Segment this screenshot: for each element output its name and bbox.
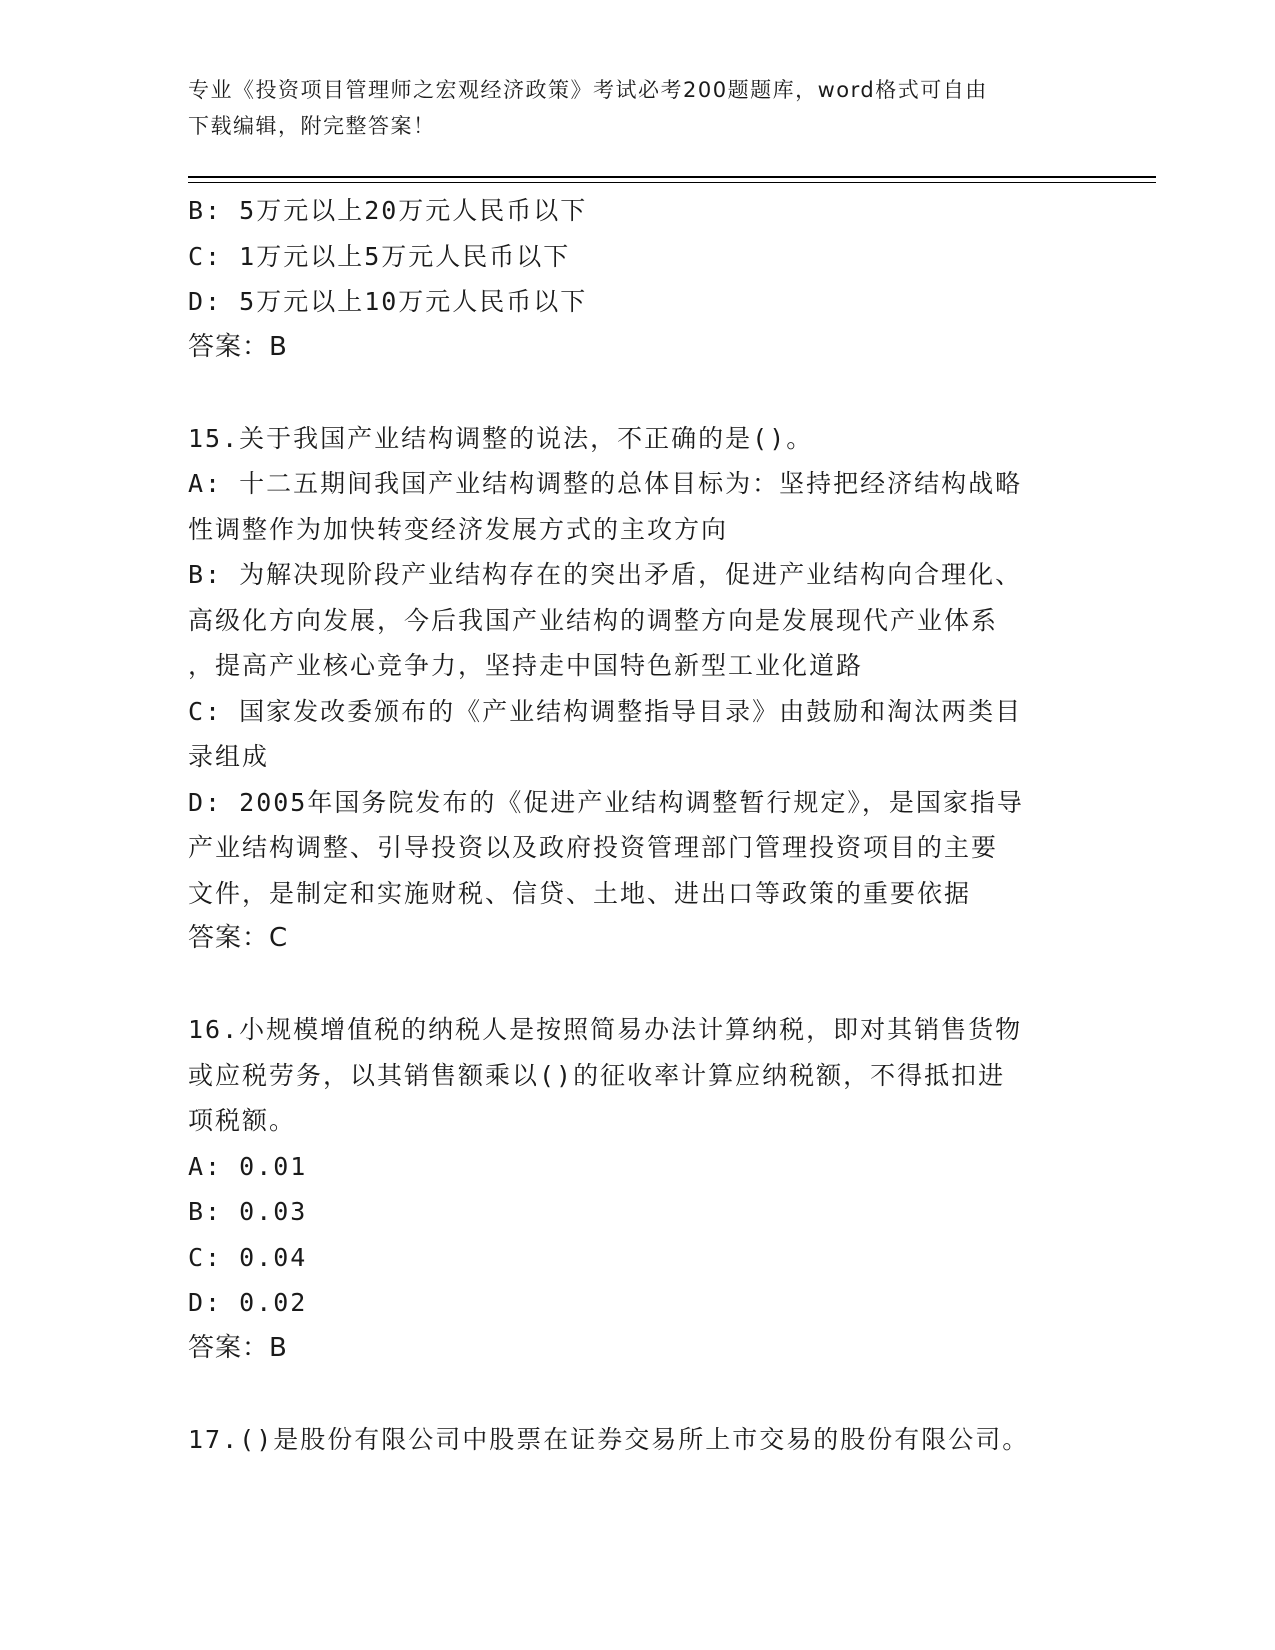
q14-option-b: B: 5万元以上20万元人民币以下 (188, 196, 588, 225)
q16-option-b: B: 0.03 (188, 1197, 308, 1226)
header-rule-thin (188, 182, 1156, 183)
spacer (188, 1371, 1088, 1417)
question-16 (188, 1007, 1088, 1371)
question-14 (188, 188, 1088, 370)
q16-stem-line-3: 项税额。 (188, 1106, 297, 1135)
question-content (188, 188, 1088, 1462)
q15-option-c-line-1: C: 国家发改委颁布的《产业结构调整指导目录》由鼓励和淘汰两类目 (188, 696, 1023, 726)
q15-option-c-line-2: 录组成 (188, 742, 270, 771)
q15-option-b-line-2: 高级化方向发展，今后我国产业结构的调整方向是发展现代产业体系 (188, 605, 999, 635)
q16-stem-line-2: 或应税劳务，以其销售额乘以()的征收率计算应纳税额，不得抵扣进 (188, 1060, 1006, 1090)
spacer (188, 962, 1088, 1008)
q15-option-b-line-1: B: 为解决现阶段产业结构存在的突出矛盾，促进产业结构向合理化、 (188, 560, 1023, 589)
document-header (188, 72, 1068, 144)
q16-option-d: D: 0.02 (188, 1288, 308, 1317)
question-15 (188, 416, 1088, 962)
q15-option-b-line-3: ，提高产业核心竞争力，坚持走中国特色新型工业化道路 (188, 651, 864, 680)
q15-answer: 答案：C (188, 923, 289, 953)
header-line-1: 专业《投资项目管理师之宏观经济政策》考试必考200题题库，word格式可自由 (188, 78, 988, 102)
q15-option-d-line-3: 文件，是制定和实施财税、信贷、土地、进出口等政策的重要依据 (188, 878, 972, 908)
q16-option-c: C: 0.04 (188, 1242, 308, 1272)
q14-option-d: D: 5万元以上10万元人民币以下 (188, 287, 588, 316)
header-line-2: 下载编辑，附完整答案！ (188, 114, 436, 138)
q15-stem: 15.关于我国产业结构调整的说法，不正确的是()。 (188, 423, 814, 453)
q14-answer: 答案：B (188, 331, 288, 362)
q15-option-d-line-1: D: 2005年国务院发布的《促进产业结构调整暂行规定》，是国家指导 (188, 787, 1024, 817)
q16-stem-line-1: 16.小规模增值税的纳税人是按照简易办法计算纳税，即对其销售货物 (188, 1015, 1023, 1044)
q14-option-c: C: 1万元以上5万元人民币以下 (188, 241, 571, 271)
q17-stem: 17.()是股份有限公司中股票在证券交易所上市交易的股份有限公司。 (188, 1424, 1030, 1454)
q16-option-a: A: 0.01 (188, 1151, 308, 1181)
spacer (188, 370, 1088, 416)
q15-option-a-line-1: A: 十二五期间我国产业结构调整的总体目标为：坚持把经济结构战略 (188, 469, 1023, 498)
q16-answer: 答案：B (188, 1332, 288, 1363)
q15-option-d-line-2: 产业结构调整、引导投资以及政府投资管理部门管理投资项目的主要 (188, 833, 999, 862)
q15-option-a-line-2: 性调整作为加快转变经济发展方式的主攻方向 (188, 514, 729, 544)
question-17 (188, 1417, 1088, 1463)
header-rule-thick (188, 176, 1156, 178)
